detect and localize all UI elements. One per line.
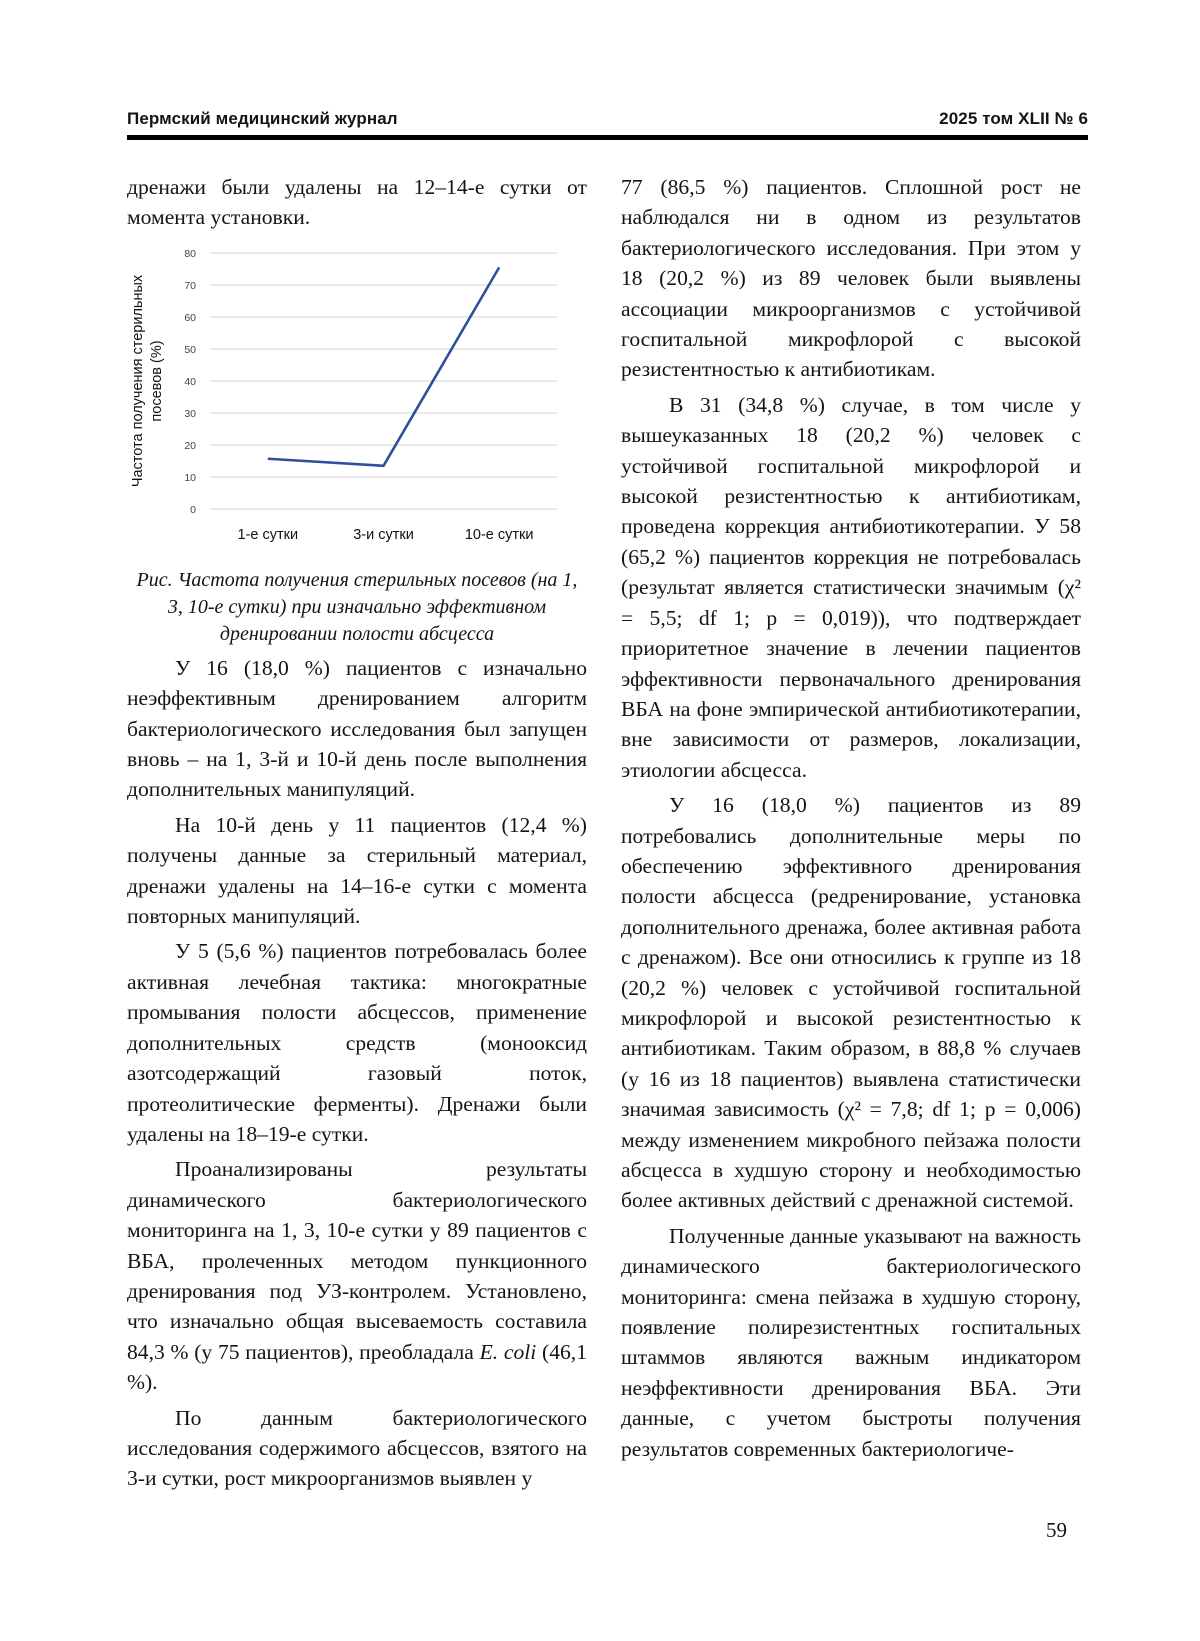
issue-info: 2025 том XLII № 6 [939, 109, 1088, 128]
paragraph: По данным бактериологического исследования содержимого абсцессов, взятого на 3-и сутки, рост микроорганизмов выявлен у [127, 1405, 587, 1491]
left-column [127, 172, 587, 1499]
x-tick-label: 3-и сутки [353, 526, 414, 543]
y-axis-label-line: Частота получения стерильных [130, 274, 146, 487]
species-name: E. coli [479, 1339, 537, 1364]
paragraph: В 31 (34,8 %) случае, в том числе у вышеуказанных 18 (20,2 %) человек с устойчивой госпитальной микрофлорой и высокой резистентностью к антибиотикам, проведена коррекция антибиотикотерапии. У 58 (65,2 %) пациентов коррекция не потребовалась (результат является статистически значимым (χ² = 5,5; df 1; p = 0,019)), что подтверждает приоритетное значение в лечении пациентов эффективности первоначального дренирования ВБА на фоне эмпирической антибиотикотерапии, вне зависимости от размеров, локализации, этиологии абсцесса. [621, 392, 1081, 782]
x-tick-label: 10-е сутки [464, 526, 534, 543]
figure-caption: Рис. Частота получения стерильных посевов (на 1, 3, 10-е сутки) при изначально эффективном дренировании полости абсцесса [136, 568, 578, 645]
y-axis-label-line: посевов (%) [149, 340, 165, 422]
y-tick-label: 40 [184, 375, 196, 388]
series-line [268, 267, 499, 465]
paragraph: На 10-й день у 11 пациентов (12,4 %) получены данные за стерильный материал, дренажи удалены на 14–16-е сутки с момента повторных манипуляций. [127, 812, 587, 929]
chart-grid [210, 253, 557, 509]
x-tick-label: 1-е сутки [237, 526, 299, 543]
intro-paragraph: дренажи были удалены на 12–14-е сутки от момента установки. [127, 175, 587, 230]
line-chart [127, 241, 587, 561]
figure-chart [127, 241, 587, 561]
y-tick-label: 0 [190, 503, 196, 516]
y-tick-label: 80 [184, 247, 196, 260]
paragraph: У 16 (18,0 %) пациентов из 89 потребовались дополнительные меры по обеспечению эффективного дренирования полости абсцесса (редренирование, установка дополнительного дренажа, более активная работа с дренажом). Все они относились к группе из 18 (20,2 %) человек с устойчивой госпитальной микрофлорой и высокой резистентностью к антибиотикам. Таким образом, в 88,8 % случаев (у 16 из 18 пациентов) выявлена статистически значимая зависимость (χ² = 7,8; df 1; p = 0,006) между изменением микробного пейзажа полости абсцесса в худшую сторону и необходимостью более активных действий с дренажной системой. [621, 793, 1081, 1213]
y-tick-label: 70 [184, 279, 196, 292]
right-column [621, 172, 1081, 1469]
text-run: (46,1 %). [127, 1339, 587, 1395]
y-axis-label [130, 274, 165, 487]
running-header [127, 109, 1088, 129]
y-tick-label: 10 [184, 471, 196, 484]
paragraph: Полученные данные указывают на важность динамического бактериологического мониторинга: смена пейзажа в худшую сторону, появление полирезистентных госпитальных штаммов являются важным индикатором неэффективности дренирования ВБА. Эти данные, с учетом быстроты получения результатов современных бактериологиче- [621, 1223, 1081, 1461]
x-tick-labels [238, 527, 534, 543]
paragraph [127, 1154, 587, 1397]
paragraph: У 5 (5,6 %) пациентов потребовалась более активная лечебная тактика: многократные промывания полости абсцессов, применение дополнительных средств (монооксид азотсодержащий газовый поток, протеолитические ферменты). Дренажи были удалены на 18–19-е сутки. [127, 939, 587, 1146]
chart-series [268, 267, 500, 466]
y-tick-label: 20 [184, 439, 196, 452]
y-tick-label: 50 [184, 343, 196, 356]
y-tick-labels [184, 248, 196, 516]
y-tick-label: 60 [184, 311, 196, 324]
journal-title: Пермский медицинский журнал [127, 109, 398, 128]
text-run: Проанализированы результаты динамического бактериологического мониторинга на 1, 3, 10-е сутки у 89 пациентов с ВБА, пролеченных методом пункционного дренирования под УЗ-контролем. Установлено, что изначально общая высеваемость составила 84,3 % (у 75 пациентов), преобладала [127, 1157, 587, 1364]
paragraph: У 16 (18,0 %) пациентов с изначально неэффективным дренированием алгоритм бактериологического исследования был запущен вновь – на 1, 3-й и 10-й день после выполнения дополнительных манипуляций. [127, 655, 587, 802]
header-rule [127, 135, 1088, 140]
y-tick-label: 30 [184, 407, 196, 420]
paragraph: 77 (86,5 %) пациентов. Сплошной рост не наблюдался ни в одном из результатов бактериологического исследования. При этом у 18 (20,2 %) из 89 человек были выявлены ассоциации микроорганизмов с устойчивой госпитальной микрофлорой с высокой резистентностью к антибиотикам. [621, 175, 1081, 382]
page-number: 59 [1046, 1518, 1067, 1542]
